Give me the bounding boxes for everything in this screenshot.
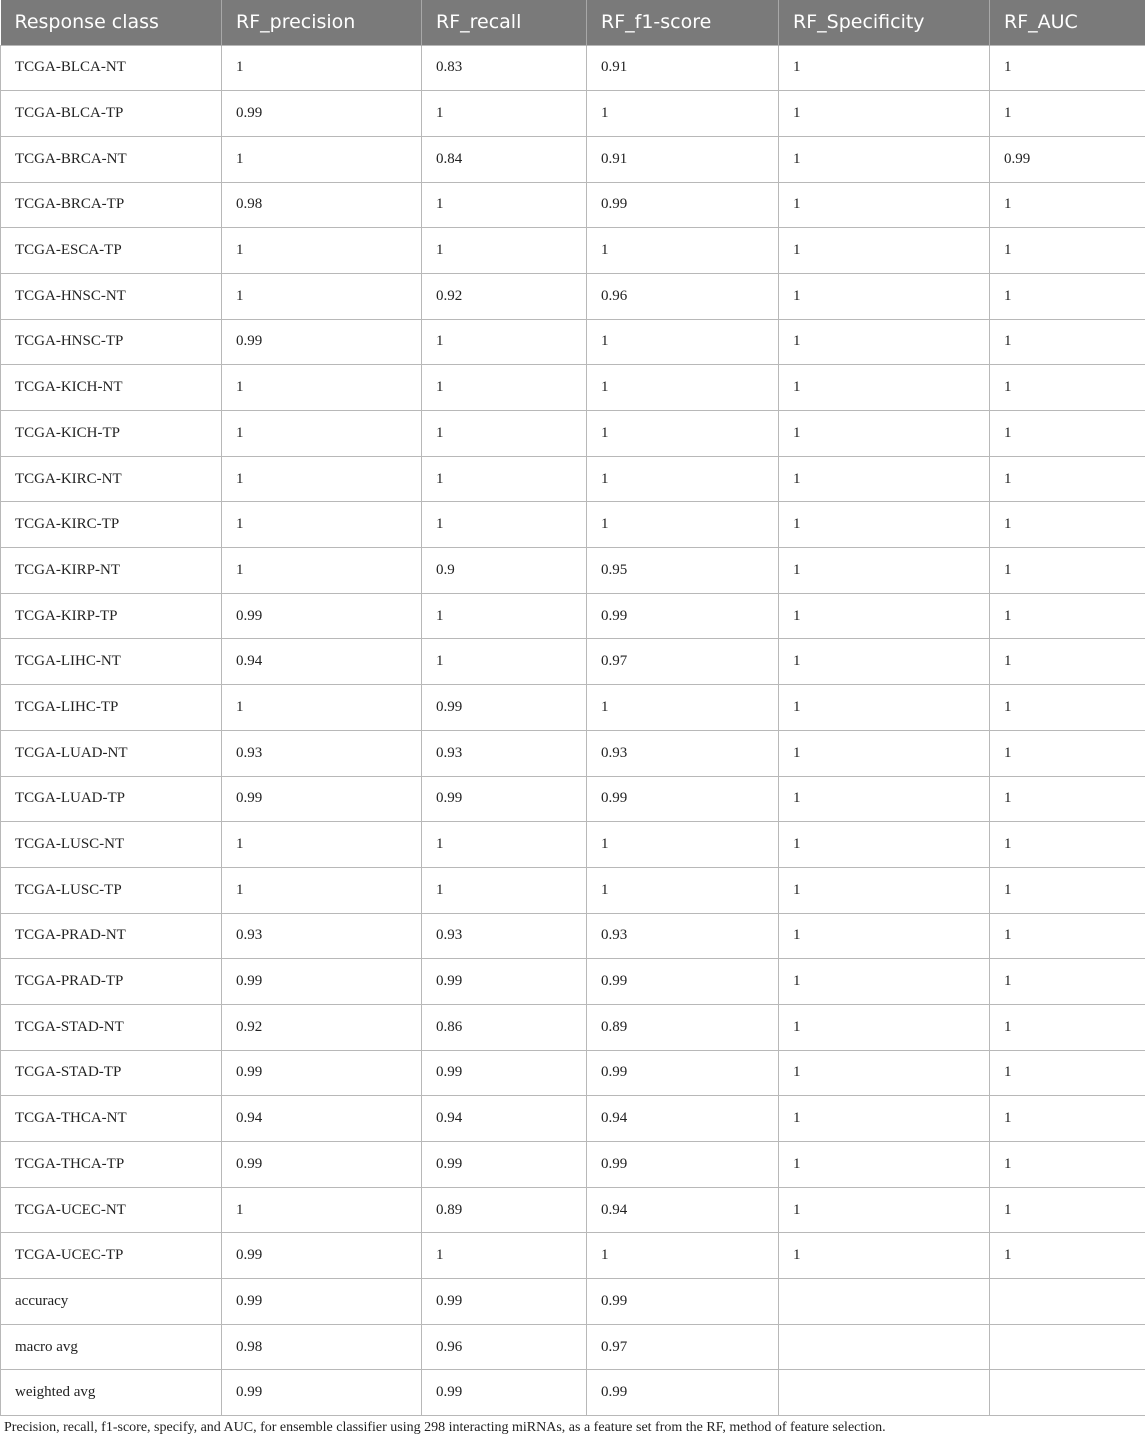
cell-recall: 0.84 — [422, 136, 587, 182]
cell-f1-score: 0.99 — [587, 959, 779, 1005]
cell-specificity: 1 — [779, 228, 990, 274]
cell-precision: 1 — [222, 411, 422, 457]
cell-response-class: TCGA-STAD-NT — [1, 1004, 222, 1050]
cell-recall: 0.92 — [422, 273, 587, 319]
cell-f1-score: 1 — [587, 228, 779, 274]
cell-recall: 0.99 — [422, 776, 587, 822]
cell-recall: 0.93 — [422, 730, 587, 776]
cell-recall: 1 — [422, 182, 587, 228]
cell-specificity: 1 — [779, 685, 990, 731]
cell-f1-score: 1 — [587, 319, 779, 365]
cell-auc: 1 — [990, 776, 1145, 822]
cell-response-class: TCGA-KIRP-TP — [1, 593, 222, 639]
cell-response-class: TCGA-ESCA-TP — [1, 228, 222, 274]
cell-specificity: 1 — [779, 548, 990, 594]
table-row — [1, 1187, 1145, 1233]
table-body — [1, 45, 1145, 1416]
cell-precision: 1 — [222, 45, 422, 91]
table-row — [1, 411, 1145, 457]
table-row — [1, 685, 1145, 731]
cell-f1-score: 0.99 — [587, 1050, 779, 1096]
cell-precision: 0.99 — [222, 1050, 422, 1096]
cell-precision: 0.94 — [222, 1096, 422, 1142]
cell-f1-score: 0.93 — [587, 913, 779, 959]
cell-precision: 0.99 — [222, 1279, 422, 1325]
cell-auc: 1 — [990, 548, 1145, 594]
cell-f1-score: 0.99 — [587, 182, 779, 228]
table-row — [1, 1233, 1145, 1279]
table-row — [1, 1279, 1145, 1325]
cell-recall: 0.99 — [422, 959, 587, 1005]
cell-specificity: 1 — [779, 1233, 990, 1279]
cell-specificity: 1 — [779, 502, 990, 548]
cell-specificity — [779, 1370, 990, 1416]
cell-auc — [990, 1279, 1145, 1325]
cell-specificity — [779, 1279, 990, 1325]
cell-f1-score: 1 — [587, 365, 779, 411]
cell-f1-score: 0.91 — [587, 45, 779, 91]
cell-precision: 0.93 — [222, 730, 422, 776]
cell-specificity: 1 — [779, 730, 990, 776]
cell-f1-score: 1 — [587, 822, 779, 868]
cell-precision: 1 — [222, 456, 422, 502]
cell-recall: 0.94 — [422, 1096, 587, 1142]
cell-auc: 1 — [990, 1233, 1145, 1279]
cell-auc — [990, 1370, 1145, 1416]
cell-auc — [990, 1324, 1145, 1370]
table-row — [1, 776, 1145, 822]
cell-response-class: TCGA-KIRC-NT — [1, 456, 222, 502]
cell-auc: 1 — [990, 593, 1145, 639]
cell-specificity — [779, 1324, 990, 1370]
cell-response-class: TCGA-THCA-TP — [1, 1142, 222, 1188]
cell-f1-score: 0.97 — [587, 639, 779, 685]
cell-precision: 1 — [222, 685, 422, 731]
cell-recall: 1 — [422, 502, 587, 548]
table-row — [1, 182, 1145, 228]
cell-specificity: 1 — [779, 1004, 990, 1050]
header-row — [1, 0, 1145, 45]
cell-specificity: 1 — [779, 319, 990, 365]
table-caption: Precision, recall, f1-score, specify, and AUC, for ensemble classifier using 298 interacting miRNAs, as a feature set from the RF, method of feature selection. — [4, 1420, 886, 1435]
cell-f1-score: 0.95 — [587, 548, 779, 594]
table-row — [1, 228, 1145, 274]
cell-response-class: macro avg — [1, 1324, 222, 1370]
cell-recall: 0.83 — [422, 45, 587, 91]
cell-auc: 1 — [990, 319, 1145, 365]
cell-response-class: TCGA-HNSC-NT — [1, 273, 222, 319]
cell-specificity: 1 — [779, 822, 990, 868]
cell-f1-score: 1 — [587, 502, 779, 548]
cell-auc: 1 — [990, 1142, 1145, 1188]
table-row — [1, 548, 1145, 594]
table-row — [1, 593, 1145, 639]
cell-precision: 0.99 — [222, 1233, 422, 1279]
cell-response-class: TCGA-LIHC-NT — [1, 639, 222, 685]
cell-auc: 1 — [990, 273, 1145, 319]
cell-response-class: TCGA-LUAD-NT — [1, 730, 222, 776]
cell-recall: 0.89 — [422, 1187, 587, 1233]
cell-response-class: TCGA-STAD-TP — [1, 1050, 222, 1096]
cell-recall: 0.96 — [422, 1324, 587, 1370]
cell-specificity: 1 — [779, 959, 990, 1005]
cell-response-class: TCGA-PRAD-NT — [1, 913, 222, 959]
cell-f1-score: 1 — [587, 456, 779, 502]
cell-f1-score: 0.91 — [587, 136, 779, 182]
cell-response-class: accuracy — [1, 1279, 222, 1325]
table-row — [1, 1004, 1145, 1050]
cell-precision: 0.99 — [222, 776, 422, 822]
table-row — [1, 273, 1145, 319]
cell-recall: 1 — [422, 319, 587, 365]
cell-auc: 1 — [990, 1187, 1145, 1233]
cell-specificity: 1 — [779, 273, 990, 319]
cell-precision: 1 — [222, 136, 422, 182]
cell-auc: 1 — [990, 502, 1145, 548]
cell-response-class: TCGA-KICH-NT — [1, 365, 222, 411]
cell-specificity: 1 — [779, 1187, 990, 1233]
cell-auc: 1 — [990, 1050, 1145, 1096]
col-header-recall: RF_recall — [422, 0, 587, 45]
cell-auc: 1 — [990, 1096, 1145, 1142]
cell-specificity: 1 — [779, 1050, 990, 1096]
cell-response-class: TCGA-LUAD-TP — [1, 776, 222, 822]
cell-precision: 1 — [222, 365, 422, 411]
table-row — [1, 913, 1145, 959]
table-row — [1, 1142, 1145, 1188]
cell-f1-score: 0.94 — [587, 1187, 779, 1233]
cell-f1-score: 1 — [587, 867, 779, 913]
cell-precision: 0.94 — [222, 639, 422, 685]
table-row — [1, 319, 1145, 365]
cell-precision: 0.99 — [222, 593, 422, 639]
cell-response-class: TCGA-BLCA-NT — [1, 45, 222, 91]
cell-f1-score: 0.89 — [587, 1004, 779, 1050]
cell-f1-score: 0.94 — [587, 1096, 779, 1142]
table-row — [1, 822, 1145, 868]
cell-auc: 1 — [990, 456, 1145, 502]
cell-precision: 0.99 — [222, 959, 422, 1005]
cell-precision: 1 — [222, 867, 422, 913]
cell-response-class: weighted avg — [1, 1370, 222, 1416]
cell-specificity: 1 — [779, 776, 990, 822]
cell-recall: 1 — [422, 593, 587, 639]
cell-specificity: 1 — [779, 45, 990, 91]
cell-specificity: 1 — [779, 913, 990, 959]
cell-specificity: 1 — [779, 867, 990, 913]
cell-response-class: TCGA-KIRC-TP — [1, 502, 222, 548]
cell-recall: 0.9 — [422, 548, 587, 594]
cell-f1-score: 0.99 — [587, 776, 779, 822]
cell-response-class: TCGA-KICH-TP — [1, 411, 222, 457]
cell-f1-score: 0.99 — [587, 1142, 779, 1188]
col-header-specificity: RF_Specificity — [779, 0, 990, 45]
cell-f1-score: 1 — [587, 411, 779, 457]
cell-precision: 0.98 — [222, 182, 422, 228]
cell-precision: 1 — [222, 822, 422, 868]
cell-response-class: TCGA-UCEC-NT — [1, 1187, 222, 1233]
cell-auc: 1 — [990, 639, 1145, 685]
cell-f1-score: 0.93 — [587, 730, 779, 776]
cell-f1-score: 0.99 — [587, 1279, 779, 1325]
table-row — [1, 867, 1145, 913]
cell-recall: 0.99 — [422, 1142, 587, 1188]
cell-recall: 1 — [422, 411, 587, 457]
cell-precision: 0.99 — [222, 1142, 422, 1188]
cell-f1-score: 1 — [587, 91, 779, 137]
table-row — [1, 502, 1145, 548]
cell-auc: 1 — [990, 685, 1145, 731]
cell-recall: 0.93 — [422, 913, 587, 959]
table-row — [1, 639, 1145, 685]
cell-precision: 0.93 — [222, 913, 422, 959]
cell-auc: 1 — [990, 730, 1145, 776]
cell-precision: 0.92 — [222, 1004, 422, 1050]
table-row — [1, 365, 1145, 411]
cell-recall: 1 — [422, 228, 587, 274]
cell-response-class: TCGA-HNSC-TP — [1, 319, 222, 365]
cell-f1-score: 1 — [587, 685, 779, 731]
table-row — [1, 1324, 1145, 1370]
cell-f1-score: 0.99 — [587, 593, 779, 639]
col-header-auc: RF_AUC — [990, 0, 1145, 45]
table-row — [1, 91, 1145, 137]
table-row — [1, 1050, 1145, 1096]
cell-recall: 1 — [422, 365, 587, 411]
cell-response-class: TCGA-BRCA-TP — [1, 182, 222, 228]
cell-specificity: 1 — [779, 365, 990, 411]
cell-recall: 1 — [422, 867, 587, 913]
cell-specificity: 1 — [779, 456, 990, 502]
cell-specificity: 1 — [779, 136, 990, 182]
cell-response-class: TCGA-LIHC-TP — [1, 685, 222, 731]
col-header-response-class: Response class — [1, 0, 222, 45]
cell-precision: 1 — [222, 273, 422, 319]
cell-recall: 1 — [422, 1233, 587, 1279]
cell-specificity: 1 — [779, 1096, 990, 1142]
table-row — [1, 730, 1145, 776]
cell-auc: 1 — [990, 913, 1145, 959]
cell-precision: 0.99 — [222, 1370, 422, 1416]
table-row — [1, 959, 1145, 1005]
cell-response-class: TCGA-KIRP-NT — [1, 548, 222, 594]
cell-specificity: 1 — [779, 639, 990, 685]
cell-response-class: TCGA-LUSC-NT — [1, 822, 222, 868]
cell-specificity: 1 — [779, 593, 990, 639]
cell-auc: 1 — [990, 91, 1145, 137]
cell-precision: 1 — [222, 228, 422, 274]
cell-response-class: TCGA-LUSC-TP — [1, 867, 222, 913]
cell-response-class: TCGA-UCEC-TP — [1, 1233, 222, 1279]
cell-recall: 1 — [422, 822, 587, 868]
cell-precision: 0.98 — [222, 1324, 422, 1370]
cell-auc: 1 — [990, 822, 1145, 868]
cell-specificity: 1 — [779, 182, 990, 228]
table-row — [1, 1370, 1145, 1416]
cell-auc: 0.99 — [990, 136, 1145, 182]
cell-auc: 1 — [990, 228, 1145, 274]
cell-auc: 1 — [990, 959, 1145, 1005]
col-header-f1-score: RF_f1-score — [587, 0, 779, 45]
cell-precision: 1 — [222, 502, 422, 548]
cell-auc: 1 — [990, 411, 1145, 457]
cell-response-class: TCGA-PRAD-TP — [1, 959, 222, 1005]
cell-response-class: TCGA-THCA-NT — [1, 1096, 222, 1142]
cell-precision: 1 — [222, 548, 422, 594]
cell-auc: 1 — [990, 365, 1145, 411]
table-row — [1, 1096, 1145, 1142]
cell-specificity: 1 — [779, 91, 990, 137]
cell-precision: 1 — [222, 1187, 422, 1233]
cell-f1-score: 0.96 — [587, 273, 779, 319]
cell-f1-score: 1 — [587, 1233, 779, 1279]
cell-precision: 0.99 — [222, 91, 422, 137]
cell-recall: 1 — [422, 639, 587, 685]
cell-recall: 1 — [422, 91, 587, 137]
cell-specificity: 1 — [779, 1142, 990, 1188]
table-row — [1, 136, 1145, 182]
cell-recall: 0.99 — [422, 1279, 587, 1325]
cell-auc: 1 — [990, 1004, 1145, 1050]
cell-specificity: 1 — [779, 411, 990, 457]
cell-recall: 0.99 — [422, 1050, 587, 1096]
cell-recall: 1 — [422, 456, 587, 502]
cell-auc: 1 — [990, 867, 1145, 913]
cell-recall: 0.99 — [422, 685, 587, 731]
col-header-precision: RF_precision — [222, 0, 422, 45]
cell-response-class: TCGA-BRCA-NT — [1, 136, 222, 182]
cell-f1-score: 0.97 — [587, 1324, 779, 1370]
cell-auc: 1 — [990, 45, 1145, 91]
cell-auc: 1 — [990, 182, 1145, 228]
cell-recall: 0.86 — [422, 1004, 587, 1050]
table-row — [1, 456, 1145, 502]
cell-response-class: TCGA-BLCA-TP — [1, 91, 222, 137]
cell-f1-score: 0.99 — [587, 1370, 779, 1416]
table-row — [1, 45, 1145, 91]
cell-recall: 0.99 — [422, 1370, 587, 1416]
cell-precision: 0.99 — [222, 319, 422, 365]
